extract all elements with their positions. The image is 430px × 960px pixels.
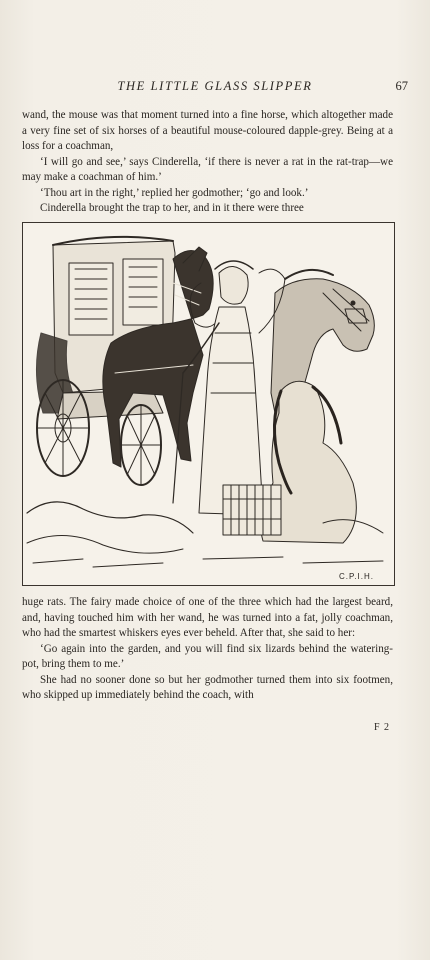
paragraph: Cinderella brought the trap to her, and in it there were three	[40, 202, 304, 214]
page-number: 67	[395, 79, 408, 93]
paragraph: huge rats. The fairy made choice of one of the three which had the largest beard, and, having touched him with her wand, he was turned into a fat, jolly coachman, who had the smartest whiskers eyes ever beheld. After that, she said to her:	[22, 596, 393, 639]
illustration-drawing	[23, 223, 394, 585]
paragraph: ‘Go again into the garden, and you will find six lizards behind the watering-pot, bring them to me.’	[22, 642, 393, 670]
body-text-bottom	[22, 595, 393, 704]
body-text-top	[22, 108, 393, 217]
signature-mark: F 2	[373, 722, 390, 733]
artist-initials: C.P.I.H.	[339, 572, 374, 581]
paragraph: ‘Thou art in the right,’ replied her godmother; ‘go and look.’	[40, 186, 309, 199]
coach-wheel	[121, 405, 161, 485]
coach-wheel	[37, 380, 89, 476]
page-header	[22, 78, 408, 94]
running-title: THE LITTLE GLASS SLIPPER	[117, 79, 313, 93]
paragraph: She had no sooner done so but her godmother turned them into six footmen, who skipped up immediately behind the coach, with	[22, 673, 393, 701]
paragraph: wand, the mouse was that moment turned into a fine horse, which altogether made a very fine set of six horses of a beautiful mouse-coloured dapple-grey. Being at a loss for a coachman,	[22, 109, 393, 152]
cinderella-illustration	[22, 222, 395, 586]
paragraph: ‘I will go and see,’ says Cinderella, ‘if there is never a rat in the rat-trap—we may make a coachman of him.’	[22, 155, 393, 183]
rat-trap	[223, 485, 281, 535]
